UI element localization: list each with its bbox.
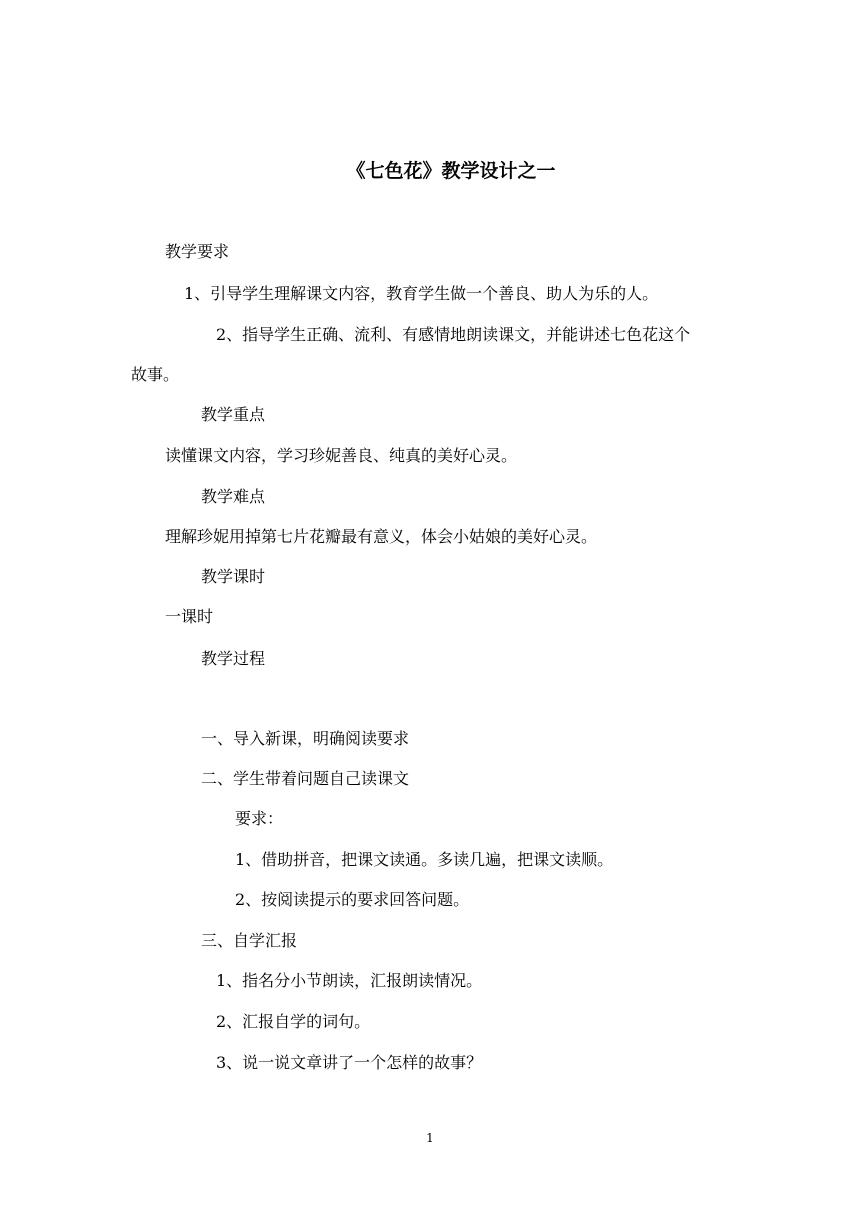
step-2-requirements-label: 要求：	[235, 809, 284, 828]
key-points-text: 读懂课文内容，学习珍妮善良、纯真的美好心灵。	[165, 446, 518, 465]
page-number: 1	[426, 1131, 434, 1145]
document-title: 《七色花》教学设计之一	[346, 160, 556, 182]
heading-teaching-process: 教学过程	[201, 649, 266, 668]
step-3-item-3: 3、说一说文章讲了一个怎样的故事？	[216, 1053, 483, 1072]
heading-class-hours: 教学课时	[201, 567, 266, 586]
class-hours-text: 一课时	[165, 607, 214, 626]
process-step-2: 二、学生带着问题自己读课文	[201, 769, 410, 788]
step-3-item-2: 2、汇报自学的词句。	[216, 1012, 371, 1031]
process-step-3: 三、自学汇报	[201, 931, 298, 950]
requirement-item-2-continued: 故事。	[131, 365, 180, 384]
step-3-item-1: 1、指名分小节朗读，汇报朗读情况。	[216, 971, 483, 990]
requirement-item-1: 1、引导学生理解课文内容，教育学生做一个善良、助人为乐的人。	[184, 284, 659, 303]
difficult-points-text: 理解珍妮用掉第七片花瓣最有意义，体会小姑娘的美好心灵。	[165, 527, 598, 546]
step-2-requirement-2: 2、按阅读提示的要求回答问题。	[235, 890, 470, 909]
heading-teaching-requirements: 教学要求	[165, 242, 230, 261]
step-2-requirement-1: 1、借助拼音，把课文读通。多读几遍，把课文读顺。	[235, 850, 614, 869]
process-step-1: 一、导入新课，明确阅读要求	[201, 729, 410, 748]
heading-difficult-points: 教学难点	[201, 487, 266, 506]
requirement-item-2: 2、指导学生正确、流利、有感情地朗读课文，并能讲述七色花这个	[216, 325, 691, 344]
heading-key-points: 教学重点	[201, 405, 266, 424]
